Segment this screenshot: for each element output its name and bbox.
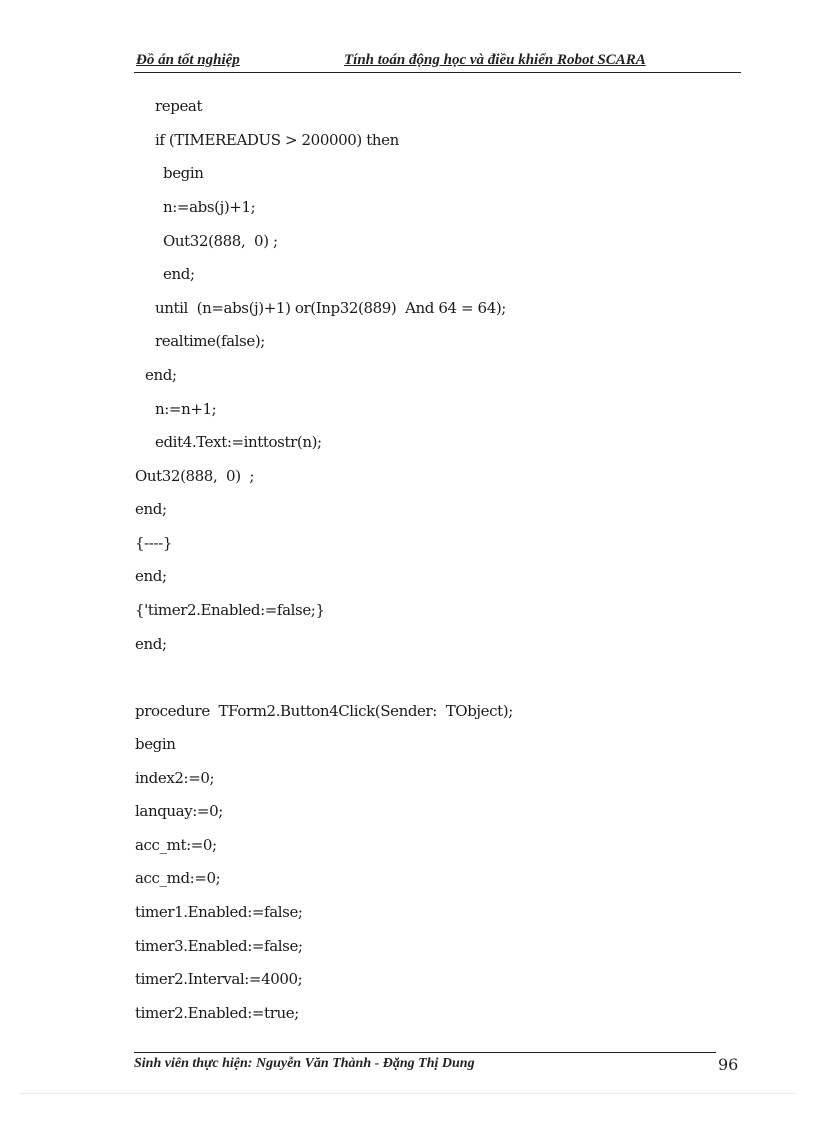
code-line: acc_mt:=0; <box>135 836 217 854</box>
code-line: procedure TForm2.Button4Click(Sender: TObject); <box>135 702 513 720</box>
code-line: timer2.Interval:=4000; <box>135 970 303 988</box>
code-line: end; <box>135 567 167 585</box>
code-line: timer2.Enabled:=true; <box>135 1004 299 1022</box>
page-number: 96 <box>718 1055 739 1074</box>
code-line: n:=abs(j)+1; <box>163 198 256 216</box>
code-line: end; <box>135 635 167 653</box>
code-line: index2:=0; <box>135 769 215 787</box>
page-header <box>134 50 741 73</box>
code-line: timer1.Enabled:=false; <box>135 903 303 921</box>
code-line: end; <box>135 500 167 518</box>
code-line: begin <box>135 735 176 753</box>
code-line: end; <box>163 265 195 283</box>
code-line: lanquay:=0; <box>135 802 223 820</box>
page-edge-divider <box>20 1093 796 1094</box>
code-line: n:=n+1; <box>155 400 217 418</box>
code-line: repeat <box>155 97 203 115</box>
code-line: if (TIMEREADUS > 200000) then <box>155 131 399 149</box>
code-line: begin <box>163 164 204 182</box>
code-line: {----} <box>135 534 172 552</box>
header-thesis-title: Tính toán động học và điều khiển Robot SCARA <box>344 52 646 68</box>
code-line: edit4.Text:=inttostr(n); <box>155 433 322 451</box>
code-line: Out32(888, 0) ; <box>163 232 278 250</box>
code-line: {'timer2.Enabled:=false;} <box>135 601 325 619</box>
footer-author: Sinh viên thực hiện: Nguyễn Văn Thành - Đặng Thị Dung <box>134 1056 475 1070</box>
footer-divider <box>134 1052 716 1053</box>
code-line: realtime(false); <box>155 332 265 350</box>
code-line: acc_md:=0; <box>135 869 221 887</box>
code-line: until (n=abs(j)+1) or(Inp32(889) And 64 = 64); <box>155 299 506 317</box>
code-line: end; <box>145 366 177 384</box>
code-line: Out32(888, 0) ; <box>135 467 255 485</box>
header-thesis-label: Đồ án tốt nghiệp <box>136 52 240 68</box>
code-line: timer3.Enabled:=false; <box>135 937 303 955</box>
